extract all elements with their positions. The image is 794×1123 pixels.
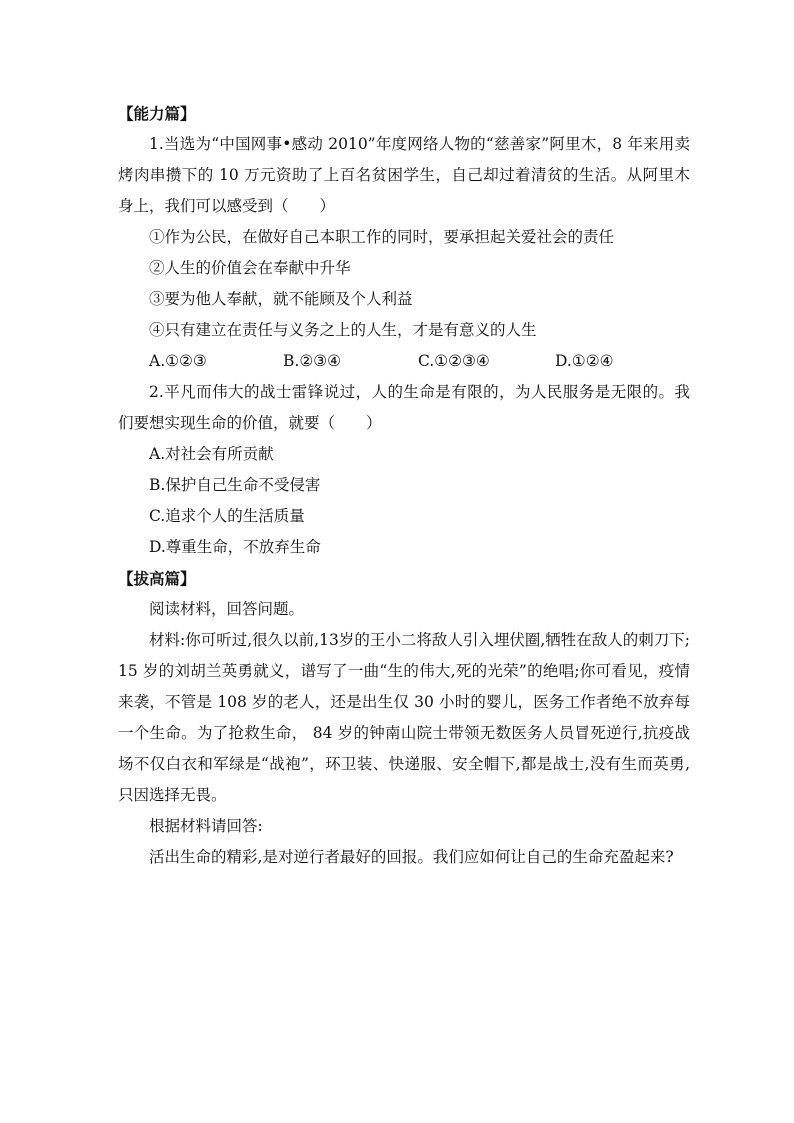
- question-1-item: ②人生的价值会在奉献中升华: [149, 259, 351, 277]
- question-1-stem: 1.当选为“中国网事•感动 2010”年度网络人物的“慈善家”阿里木，8 年来用卖烤肉串攒下的 10 万元资助了上百名贫困学生，自己却过着清贫的生活。从阿里木身上，我们可以感受到（ ）: [118, 135, 690, 215]
- option-a: A.对社会有所贡献: [149, 445, 274, 463]
- option-c: C.①②③④: [418, 352, 490, 370]
- option-c: C.追求个人的生活质量: [149, 507, 305, 525]
- question-1-options: [118, 346, 690, 377]
- answer-prompt: 根据材料请回答:: [149, 817, 263, 835]
- question-1-item: ①作为公民，在做好自己本职工作的同时，要承担起关爱社会的责任: [149, 228, 615, 246]
- option-d: D.①②④: [555, 352, 614, 370]
- section-title-ability: 【能力篇】: [118, 104, 196, 123]
- final-question: 活出生命的精彩,是对逆行者最好的回报。我们应如何让自己的生命充盈起来?: [149, 848, 674, 866]
- reading-instruction: 阅读材料，回答问题。: [149, 600, 305, 618]
- question-2: [118, 377, 690, 563]
- section-title-advanced: 【拔高篇】: [118, 569, 196, 588]
- reading-material: 材料:你可听过,很久以前,13岁的王小二将敌人引入埋伏圈,牺牲在敌人的刺刀下; 15 岁的刘胡兰英勇就义，谱写了一曲“生的伟大,死的光荣”的绝唱;你可看见，疫情来袭，不管是 108 岁的老人，还是出生仅 30 小时的婴儿，医务工作者绝不放弃每一个生命。为了抢救生命， 84 岁的钟南山院士带领无数医务人员冒死逆行,抗疫战场不仅白衣和军绿是“战袍”，环卫装、快递服、安全帽下,都是战士,没有生而英勇,只因选择无畏。: [118, 631, 690, 804]
- question-1: [118, 129, 690, 377]
- option-a: A.①②③: [149, 352, 207, 370]
- option-b: B.保护自己生命不受侵害: [149, 476, 321, 494]
- question-1-item: ④只有建立在责任与义务之上的人生，才是有意义的人生: [149, 321, 537, 339]
- question-1-item: ③要为他人奉献，就不能顾及个人利益: [149, 290, 413, 308]
- option-d: D.尊重生命，不放弃生命: [149, 538, 321, 556]
- option-b: B.②③④: [283, 352, 342, 370]
- document-page: [118, 98, 690, 873]
- question-2-stem: 2.平凡而伟大的战士雷锋说过，人的生命是有限的，为人民服务是无限的。我们要想实现生命的价值，就要（ ）: [118, 383, 690, 432]
